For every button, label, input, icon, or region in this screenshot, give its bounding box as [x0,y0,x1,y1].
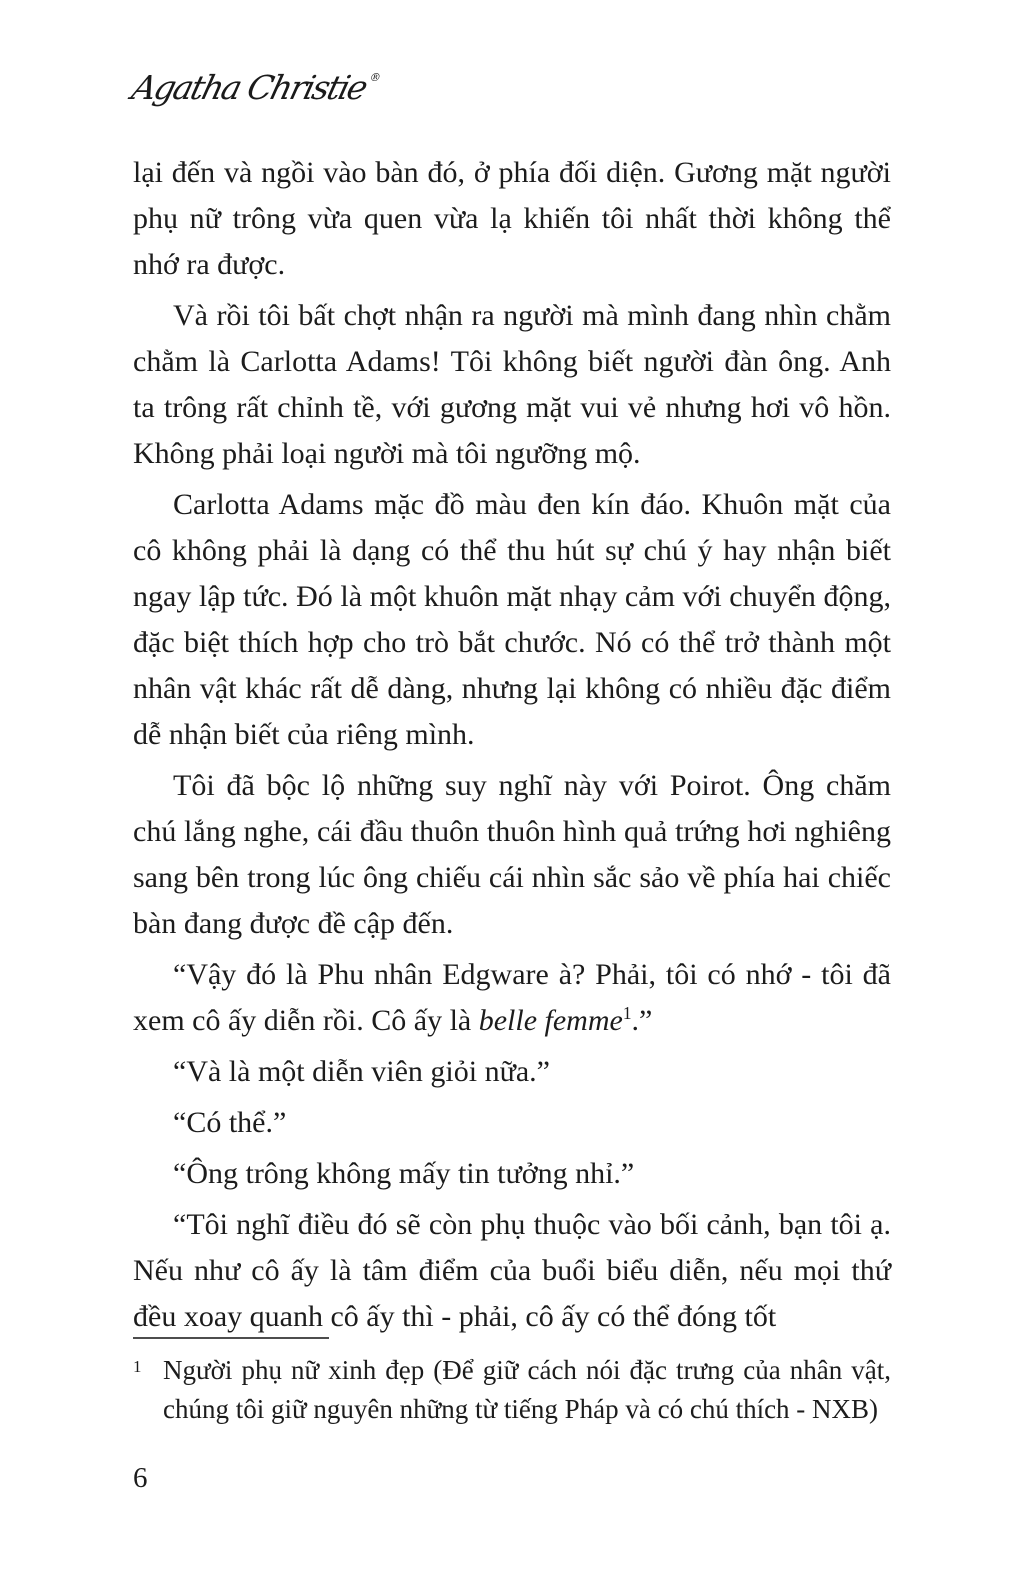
body-text-column [133,150,891,1340]
footnote-rule [133,1337,329,1339]
paragraph: Và rồi tôi bất chợt nhận ra người mà mình đang nhìn chằm chằm là Carlotta Adams! Tôi không biết người đàn ông. Anh ta trông rất chỉnh tề, với gương mặt vui vẻ nhưng hơi vô hồn. Không phải loại người mà tôi ngưỡng mộ. [133,299,891,470]
paragraph: “Tôi nghĩ điều đó sẽ còn phụ thuộc vào bối cảnh, bạn tôi ạ. Nếu như cô ấy là tâm điểm của buổi biểu diễn, nếu mọi thứ đều xoay quanh cô ấy thì - phải, cô ấy có thể đóng tốt [133,1208,891,1333]
footnote-block [133,1337,891,1429]
footnote-text: Người phụ nữ xinh đẹp (Để giữ cách nói đặc trưng của nhân vật, chúng tôi giữ nguyên những từ tiếng Pháp và có chú thích - NXB) [163,1355,891,1424]
paragraph: “Và là một diễn viên giỏi nữa.” [173,1055,550,1088]
page-number: 6 [133,1462,148,1494]
brand-signature-text: Agatha Christie [128,68,371,107]
footnote [133,1351,891,1429]
footnote-marker: 1 [133,1357,142,1376]
paragraph: Tôi đã bộc lộ những suy nghĩ này với Poirot. Ông chăm chú lắng nghe, cái đầu thuôn thuôn hình quả trứng hơi nghiêng sang bên trong lúc ông chiếu cái nhìn sắc sảo về phía hai chiếc bàn đang được đề cập đến. [133,769,891,940]
brand-signature [128,68,383,107]
paragraph: “Ông trông không mấy tin tưởng nhỉ.” [173,1157,635,1190]
paragraph: lại đến và ngồi vào bàn đó, ở phía đối diện. Gương mặt người phụ nữ trông vừa quen vừa lạ khiến tôi nhất thời không thể nhớ ra được. [133,156,891,281]
paragraph: “Có thể.” [173,1106,287,1139]
paragraph-text: .” [631,1004,653,1037]
paragraph: Carlotta Adams mặc đồ màu đen kín đáo. Khuôn mặt của cô không phải là dạng có thể thu hút sự chú ý hay nhận biết ngay lập tức. Đó là một khuôn mặt nhạy cảm với chuyển động, đặc biệt thích hợp cho trò bắt chước. Nó có thể trở thành một nhân vật khác rất dễ dàng, nhưng lại không có nhiều đặc điểm dễ nhận biết của riêng mình. [133,488,891,751]
registered-trademark-mark: ® [368,71,383,84]
paragraph [133,952,891,1044]
footnote-reference: 1 [622,1003,632,1023]
paragraph-text: “Vậy đó là Phu nhân Edgware à? Phải, tôi có nhớ - tôi đã xem cô ấy diễn rồi. Cô ấy là [133,958,891,1037]
italic-phrase: belle femme [478,1004,623,1037]
